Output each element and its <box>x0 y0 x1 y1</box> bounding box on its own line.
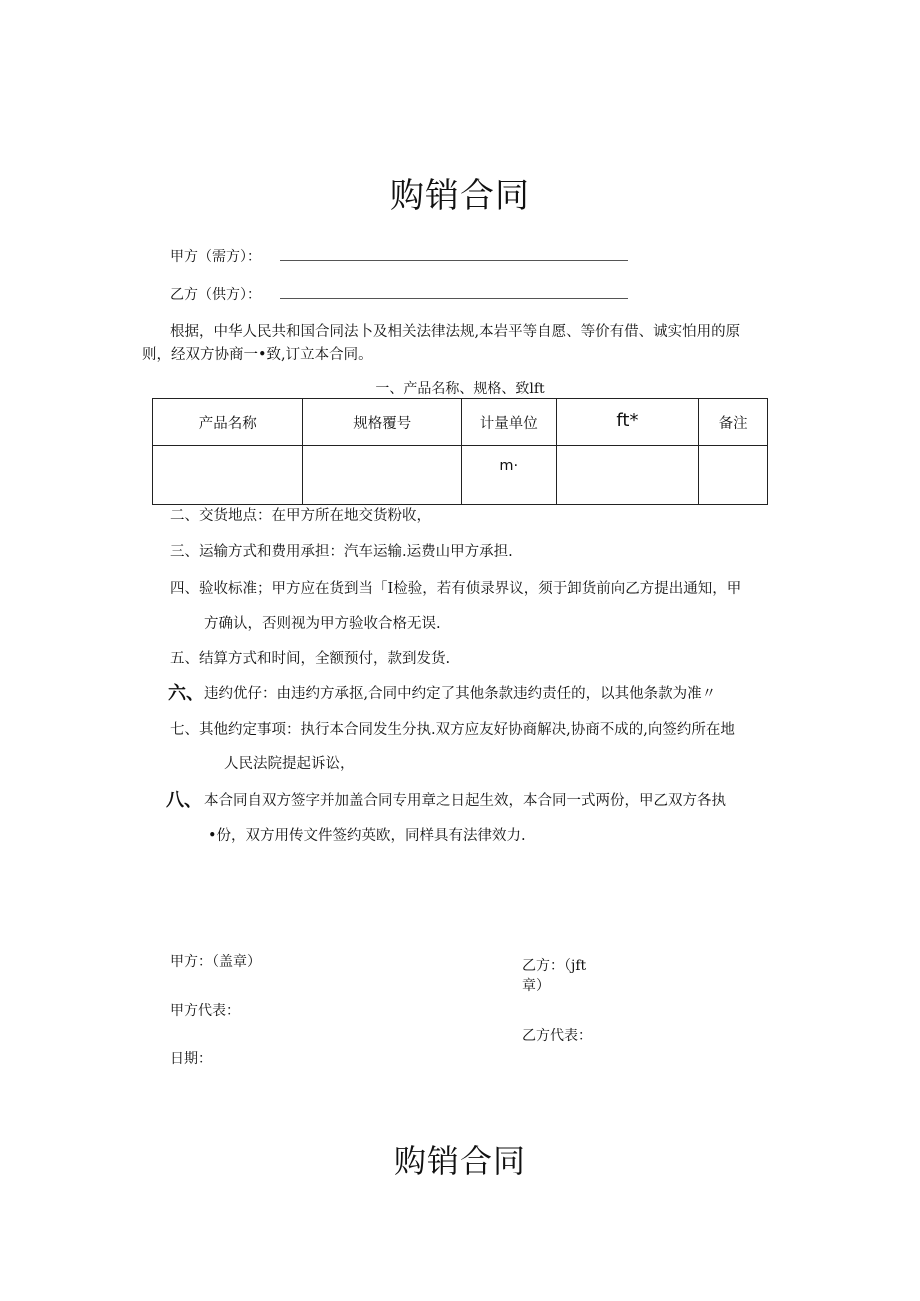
table-row <box>153 446 768 505</box>
table-header-cell: ft* <box>556 399 699 446</box>
section-1-heading: 一、产品名称、规格、致lft <box>375 381 545 397</box>
clause-6-text: 违约优仔：由违约方承抠,合同中约定了其他条款违约责任的，以其他条款为准〃 <box>204 686 717 702</box>
intro-line-2: 则，经双方协商一•致,订立本合同。 <box>142 347 373 363</box>
party-b-representative: 乙方代表： <box>522 1028 592 1044</box>
clause-4-line-2: 方确认，否则视为甲方验收合格无误. <box>204 616 441 632</box>
party-b-seal-line-2: 章） <box>522 978 550 994</box>
party-b-seal-line-1: 乙方：（jft <box>522 958 587 974</box>
document-title: 购销合同 <box>390 176 530 216</box>
party-a-seal: 甲方：（盖章） <box>170 954 261 970</box>
clause-2: 二、交货地点：在甲方所在地交货粉收， <box>170 508 431 524</box>
table-header-row <box>153 399 768 446</box>
party-a-label: 甲方（需方）： <box>170 249 261 265</box>
clause-7-line-2: 人民法院提起诉讼， <box>224 756 355 772</box>
clause-6-number: 六、 <box>168 683 204 704</box>
party-b-underline <box>280 298 628 299</box>
clause-3: 三、运输方式和费用承担：汽车运输.运费山甲方承担. <box>170 544 513 560</box>
clause-8-line-2: •份，双方用传文件签约英欧，同样具有法律效力. <box>208 828 526 844</box>
table-cell <box>303 446 461 505</box>
table-header-cell: 产品名称 <box>153 399 303 446</box>
party-a-underline <box>280 260 628 261</box>
party-a-representative: 甲方代表： <box>170 1003 240 1019</box>
clause-4-line-1: 四、验收标准；甲方应在货到当「I检验，若有侦录界议，须于卸货前向乙方提出通知，甲 <box>170 581 742 597</box>
table-cell <box>556 446 699 505</box>
clause-5: 五、结算方式和时间，全额预付，款到发货. <box>170 651 451 667</box>
table-cell <box>153 446 303 505</box>
table-cell <box>699 446 768 505</box>
clause-8-text: 本合同自双方签字并加盖合同专用章之日起生效，本合同一式两份，甲乙双方各执 <box>204 793 726 809</box>
footer-title: 购销合同 <box>393 1142 526 1180</box>
party-b-label: 乙方（供方）： <box>170 287 261 303</box>
table-header-cell: 规格覆号 <box>303 399 461 446</box>
product-table <box>152 398 768 505</box>
table-header-cell: 计量单位 <box>461 399 556 446</box>
signing-date: 日期： <box>170 1051 212 1067</box>
table-header-cell: 备注 <box>699 399 768 446</box>
clause-7-line-1: 七、其他约定事项：执行本合同发生分执.双方应友好协商解决,协商不成的,向签约所在地 <box>170 722 735 738</box>
intro-line-1: 根据，中华人民共和国合同法卜及相关法律法规,本岩平等自愿、等价有借、诚实怕用的原 <box>170 324 741 340</box>
table-cell: m· <box>461 446 556 505</box>
clause-8-number: 八、 <box>166 790 202 811</box>
